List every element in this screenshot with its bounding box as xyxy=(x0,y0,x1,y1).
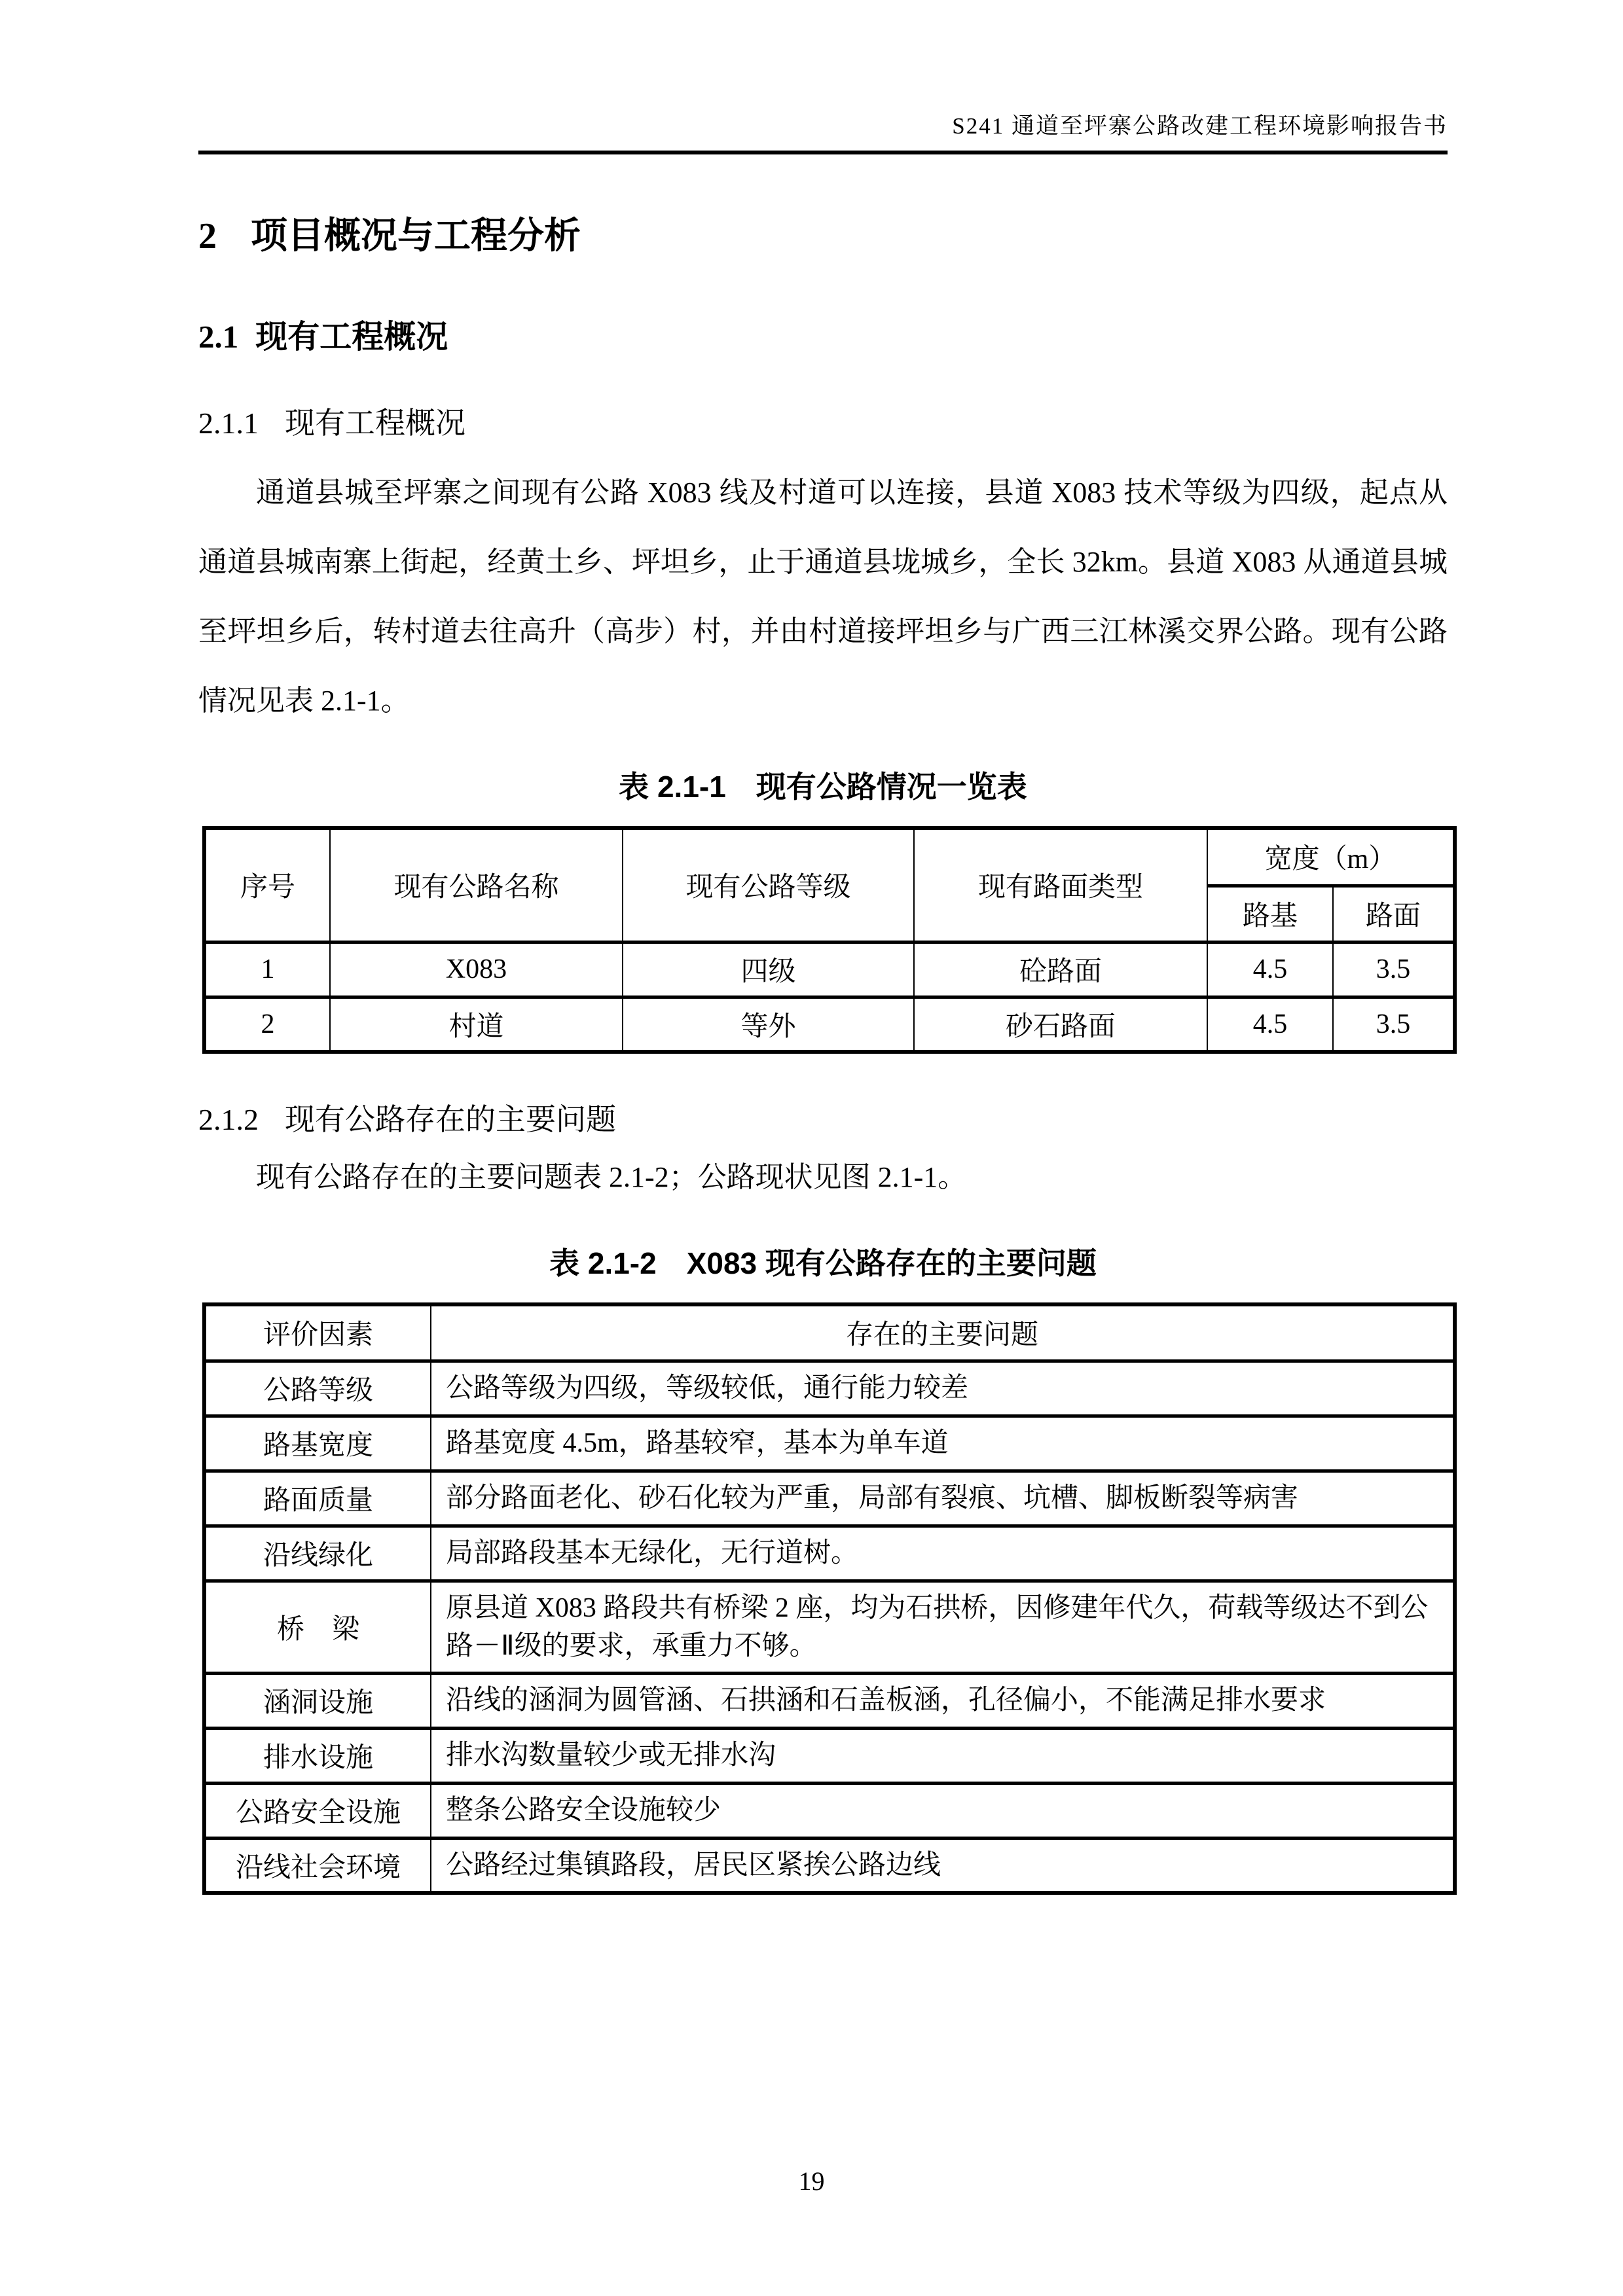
heading-chapter xyxy=(198,207,1448,259)
cell-surface: 砼路面 xyxy=(914,942,1207,997)
col-header-width-group: 宽度（m） xyxy=(1207,828,1455,886)
table-row xyxy=(204,942,1455,997)
table-row xyxy=(204,997,1455,1052)
cell-factor: 沿线社会环境 xyxy=(204,1838,431,1893)
heading-section-2-1-1-text: 现有工程概况 xyxy=(285,406,465,440)
table-2-1-1-title: 表 2.1-1 现有公路情况一览表 xyxy=(619,770,1027,804)
cell-problem: 排水沟数量较少或无排水沟 xyxy=(431,1728,1455,1783)
heading-chapter-number: 2 xyxy=(198,216,217,257)
cell-problem: 路基宽度 4.5m，路基较窄，基本为单车道 xyxy=(431,1416,1455,1471)
cell-index: 2 xyxy=(204,997,330,1052)
cell-factor: 公路安全设施 xyxy=(204,1783,431,1838)
cell-pavement: 3.5 xyxy=(1333,942,1455,997)
page-header xyxy=(198,111,1448,141)
col-header-grade: 现有公路等级 xyxy=(623,828,914,942)
col-header-name: 现有公路名称 xyxy=(330,828,623,942)
cell-problem: 局部路段基本无绿化，无行道树。 xyxy=(431,1526,1455,1581)
header-rule xyxy=(198,151,1448,154)
paragraph-problems-intro: 现有公路存在的主要问题表 2.1-2；公路现状见图 2.1-1。 xyxy=(256,1161,967,1193)
cell-surface: 砂石路面 xyxy=(914,997,1207,1052)
heading-section-2-1-2-text: 现有公路存在的主要问题 xyxy=(285,1103,616,1136)
cell-factor: 涵洞设施 xyxy=(204,1673,431,1728)
cell-factor: 排水设施 xyxy=(204,1728,431,1783)
table-row xyxy=(204,1361,1455,1416)
cell-factor: 路基宽度 xyxy=(204,1416,431,1471)
table-row xyxy=(204,1471,1455,1526)
cell-problem: 整条公路安全设施较少 xyxy=(431,1783,1455,1838)
table-existing-road-overview xyxy=(202,826,1457,1054)
heading-section-2-1-2 xyxy=(198,1096,1448,1139)
cell-factor: 桥 梁 xyxy=(204,1581,431,1673)
table-row xyxy=(204,1526,1455,1581)
heading-section-2-1-2-number: 2.1.2 xyxy=(198,1103,259,1136)
page-number: 19 xyxy=(798,2166,825,2196)
col-header-pavement: 路面 xyxy=(1333,886,1455,942)
header-title: S241 通道至坪寨公路改建工程环境影响报告书 xyxy=(952,113,1448,139)
cell-name: X083 xyxy=(330,942,623,997)
heading-section-2-1-number: 2.1 xyxy=(198,319,239,355)
paragraph-existing-road: 通道县城至坪寨之间现有公路 X083 线及村道可以连接，县道 X083 技术等级为四级，起点从通道县城南寨上街起，经黄土乡、坪坦乡，止于通道县垅城乡，全长 32km。县道 X083 从通道县城至坪坦乡后，转村道去往高升（高步）村，并由村道接坪坦乡与广西三江林溪交界公路。现有公路情况见表 2.1-1。 xyxy=(198,476,1448,717)
cell-name: 村道 xyxy=(330,997,623,1052)
col-header-index: 序号 xyxy=(204,828,330,942)
table-row xyxy=(204,1838,1455,1893)
cell-factor: 沿线绿化 xyxy=(204,1526,431,1581)
table-row xyxy=(204,1673,1455,1728)
cell-problem: 公路经过集镇路段，居民区紧挨公路边线 xyxy=(431,1838,1455,1893)
table-row xyxy=(204,1783,1455,1838)
table-row xyxy=(204,1728,1455,1783)
cell-pavement: 3.5 xyxy=(1333,997,1455,1052)
col-header-surface: 现有路面类型 xyxy=(914,828,1207,942)
col-header-problem: 存在的主要问题 xyxy=(431,1304,1455,1361)
cell-problem: 沿线的涵洞为圆管涵、石拱涵和石盖板涵，孔径偏小，不能满足排水要求 xyxy=(431,1673,1455,1728)
heading-section-2-1-1-number: 2.1.1 xyxy=(198,406,259,440)
table-row xyxy=(204,828,1455,886)
heading-section-2-1 xyxy=(198,312,1448,357)
table-2-1-2-title: 表 2.1-2 X083 现有公路存在的主要问题 xyxy=(549,1246,1097,1280)
cell-problem: 原县道 X083 路段共有桥梁 2 座，均为石拱桥，因修建年代久，荷载等级达不到公路－Ⅱ级的要求，承重力不够。 xyxy=(431,1581,1455,1673)
cell-problem: 部分路面老化、砂石化较为严重，局部有裂痕、坑槽、脚板断裂等病害 xyxy=(431,1471,1455,1526)
col-header-roadbed: 路基 xyxy=(1207,886,1333,942)
cell-grade: 等外 xyxy=(623,997,914,1052)
cell-factor: 路面质量 xyxy=(204,1471,431,1526)
cell-grade: 四级 xyxy=(623,942,914,997)
table-row xyxy=(204,1416,1455,1471)
table-row xyxy=(204,1581,1455,1673)
heading-section-2-1-text: 现有工程概况 xyxy=(255,319,448,355)
table-existing-road-problems xyxy=(202,1302,1457,1895)
col-header-factor: 评价因素 xyxy=(204,1304,431,1361)
heading-chapter-text: 项目概况与工程分析 xyxy=(251,215,581,256)
cell-roadbed: 4.5 xyxy=(1207,942,1333,997)
cell-index: 1 xyxy=(204,942,330,997)
cell-roadbed: 4.5 xyxy=(1207,997,1333,1052)
cell-factor: 公路等级 xyxy=(204,1361,431,1416)
cell-problem: 公路等级为四级，等级较低，通行能力较差 xyxy=(431,1361,1455,1416)
table-row xyxy=(204,1304,1455,1361)
heading-section-2-1-1 xyxy=(198,399,1448,442)
